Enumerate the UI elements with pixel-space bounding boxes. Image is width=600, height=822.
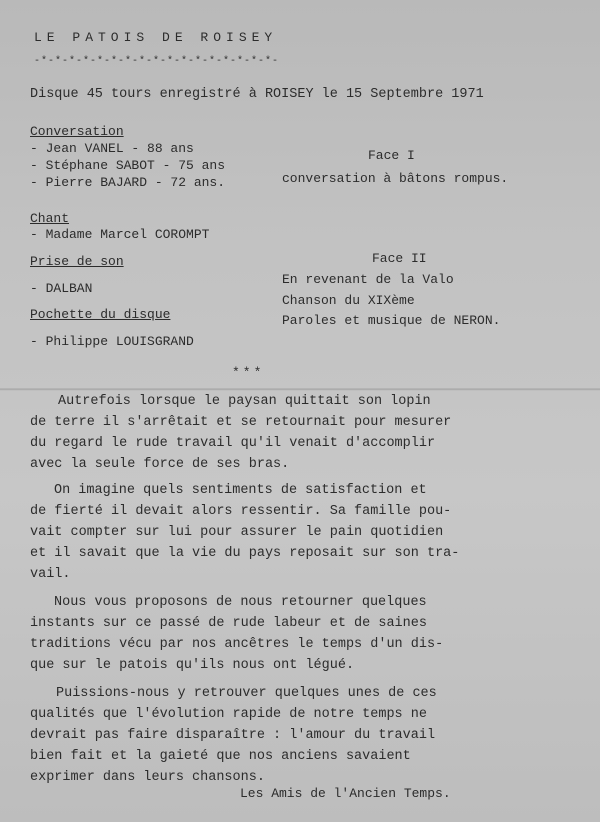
paragraph — [30, 592, 443, 676]
paragraph-line: de terre il s'arrêtait et se retournait pour mesurer — [30, 415, 452, 430]
prise-de-son-heading: Prise de son — [30, 254, 124, 269]
section-separator: *** — [232, 365, 265, 380]
paragraph-line: de fierté il devait alors ressentir. Sa famille pou- — [30, 504, 452, 519]
paragraph — [30, 683, 437, 788]
paragraph — [30, 480, 459, 585]
paragraph-line: traditions vécu par nos ancêtres le temps d'un dis- — [30, 637, 444, 652]
document-title: LE PATOIS DE ROISEY — [34, 30, 278, 45]
pochette-heading: Pochette du disque — [30, 307, 171, 322]
prise-de-son-name: - DALBAN — [30, 281, 93, 296]
paragraph-line: devrait pas faire disparaître : l'amour du travail — [30, 728, 436, 743]
paragraph-line: vail. — [30, 567, 71, 582]
paragraph — [30, 391, 451, 475]
conversation-person: - Jean VANEL - 88 ans — [30, 141, 194, 156]
conversation-heading: Conversation — [30, 124, 124, 139]
paragraph-line: du regard le rude travail qu'il venait d'accomplir — [30, 436, 436, 451]
title-ornament: -*-*-*-*-*-*-*-*-*-*-*-*-*-*-*-*-*- — [34, 56, 280, 67]
face2-line: En revenant de la Valo — [282, 272, 454, 287]
paragraph-line: bien fait et la gaieté que nos anciens savaient — [30, 749, 411, 764]
paragraph-line: avec la seule force de ses bras. — [30, 457, 290, 472]
paragraph-line: Nous vous proposons de nous retourner quelques — [54, 595, 427, 610]
face2-line: Paroles et musique de NERON. — [282, 313, 501, 328]
paragraph-line: qualités que l'évolution rapide de notre temps ne — [30, 707, 427, 722]
face2-label: Face II — [372, 251, 427, 266]
paragraph-line: vait compter sur lui pour assurer le pain quotidien — [30, 525, 444, 540]
face1-description: conversation à bâtons rompus. — [282, 171, 509, 186]
signature: Les Amis de l'Ancien Temps. — [240, 786, 451, 801]
record-subtitle: Disque 45 tours enregistré à ROISEY le 15 Septembre 1971 — [30, 87, 484, 102]
paragraph-line: exprimer dans leurs chansons. — [30, 770, 265, 785]
paragraph-line: Autrefois lorsque le paysan quittait son lopin — [58, 394, 431, 409]
chant-name: - Madame Marcel COROMPT — [30, 227, 210, 242]
paragraph-line: instants sur ce passé de rude labeur et de saines — [30, 616, 427, 631]
conversation-person: - Stéphane SABOT - 75 ans — [30, 158, 226, 173]
pochette-name: - Philippe LOUISGRAND — [30, 334, 194, 349]
paragraph-line: On imagine quels sentiments de satisfaction et — [54, 483, 427, 498]
paragraph-line: et il savait que la vie du pays reposait sur son tra- — [30, 546, 460, 561]
conversation-person: - Pierre BAJARD - 72 ans. — [30, 175, 226, 190]
paragraph-line: que sur le patois qu'ils nous ont légué. — [30, 658, 355, 673]
paragraph-line: Puissions-nous y retrouver quelques unes de ces — [56, 686, 437, 701]
face1-label: Face I — [368, 148, 415, 163]
chant-heading: Chant — [30, 211, 70, 226]
face2-line: Chanson du XIXème — [282, 293, 415, 308]
